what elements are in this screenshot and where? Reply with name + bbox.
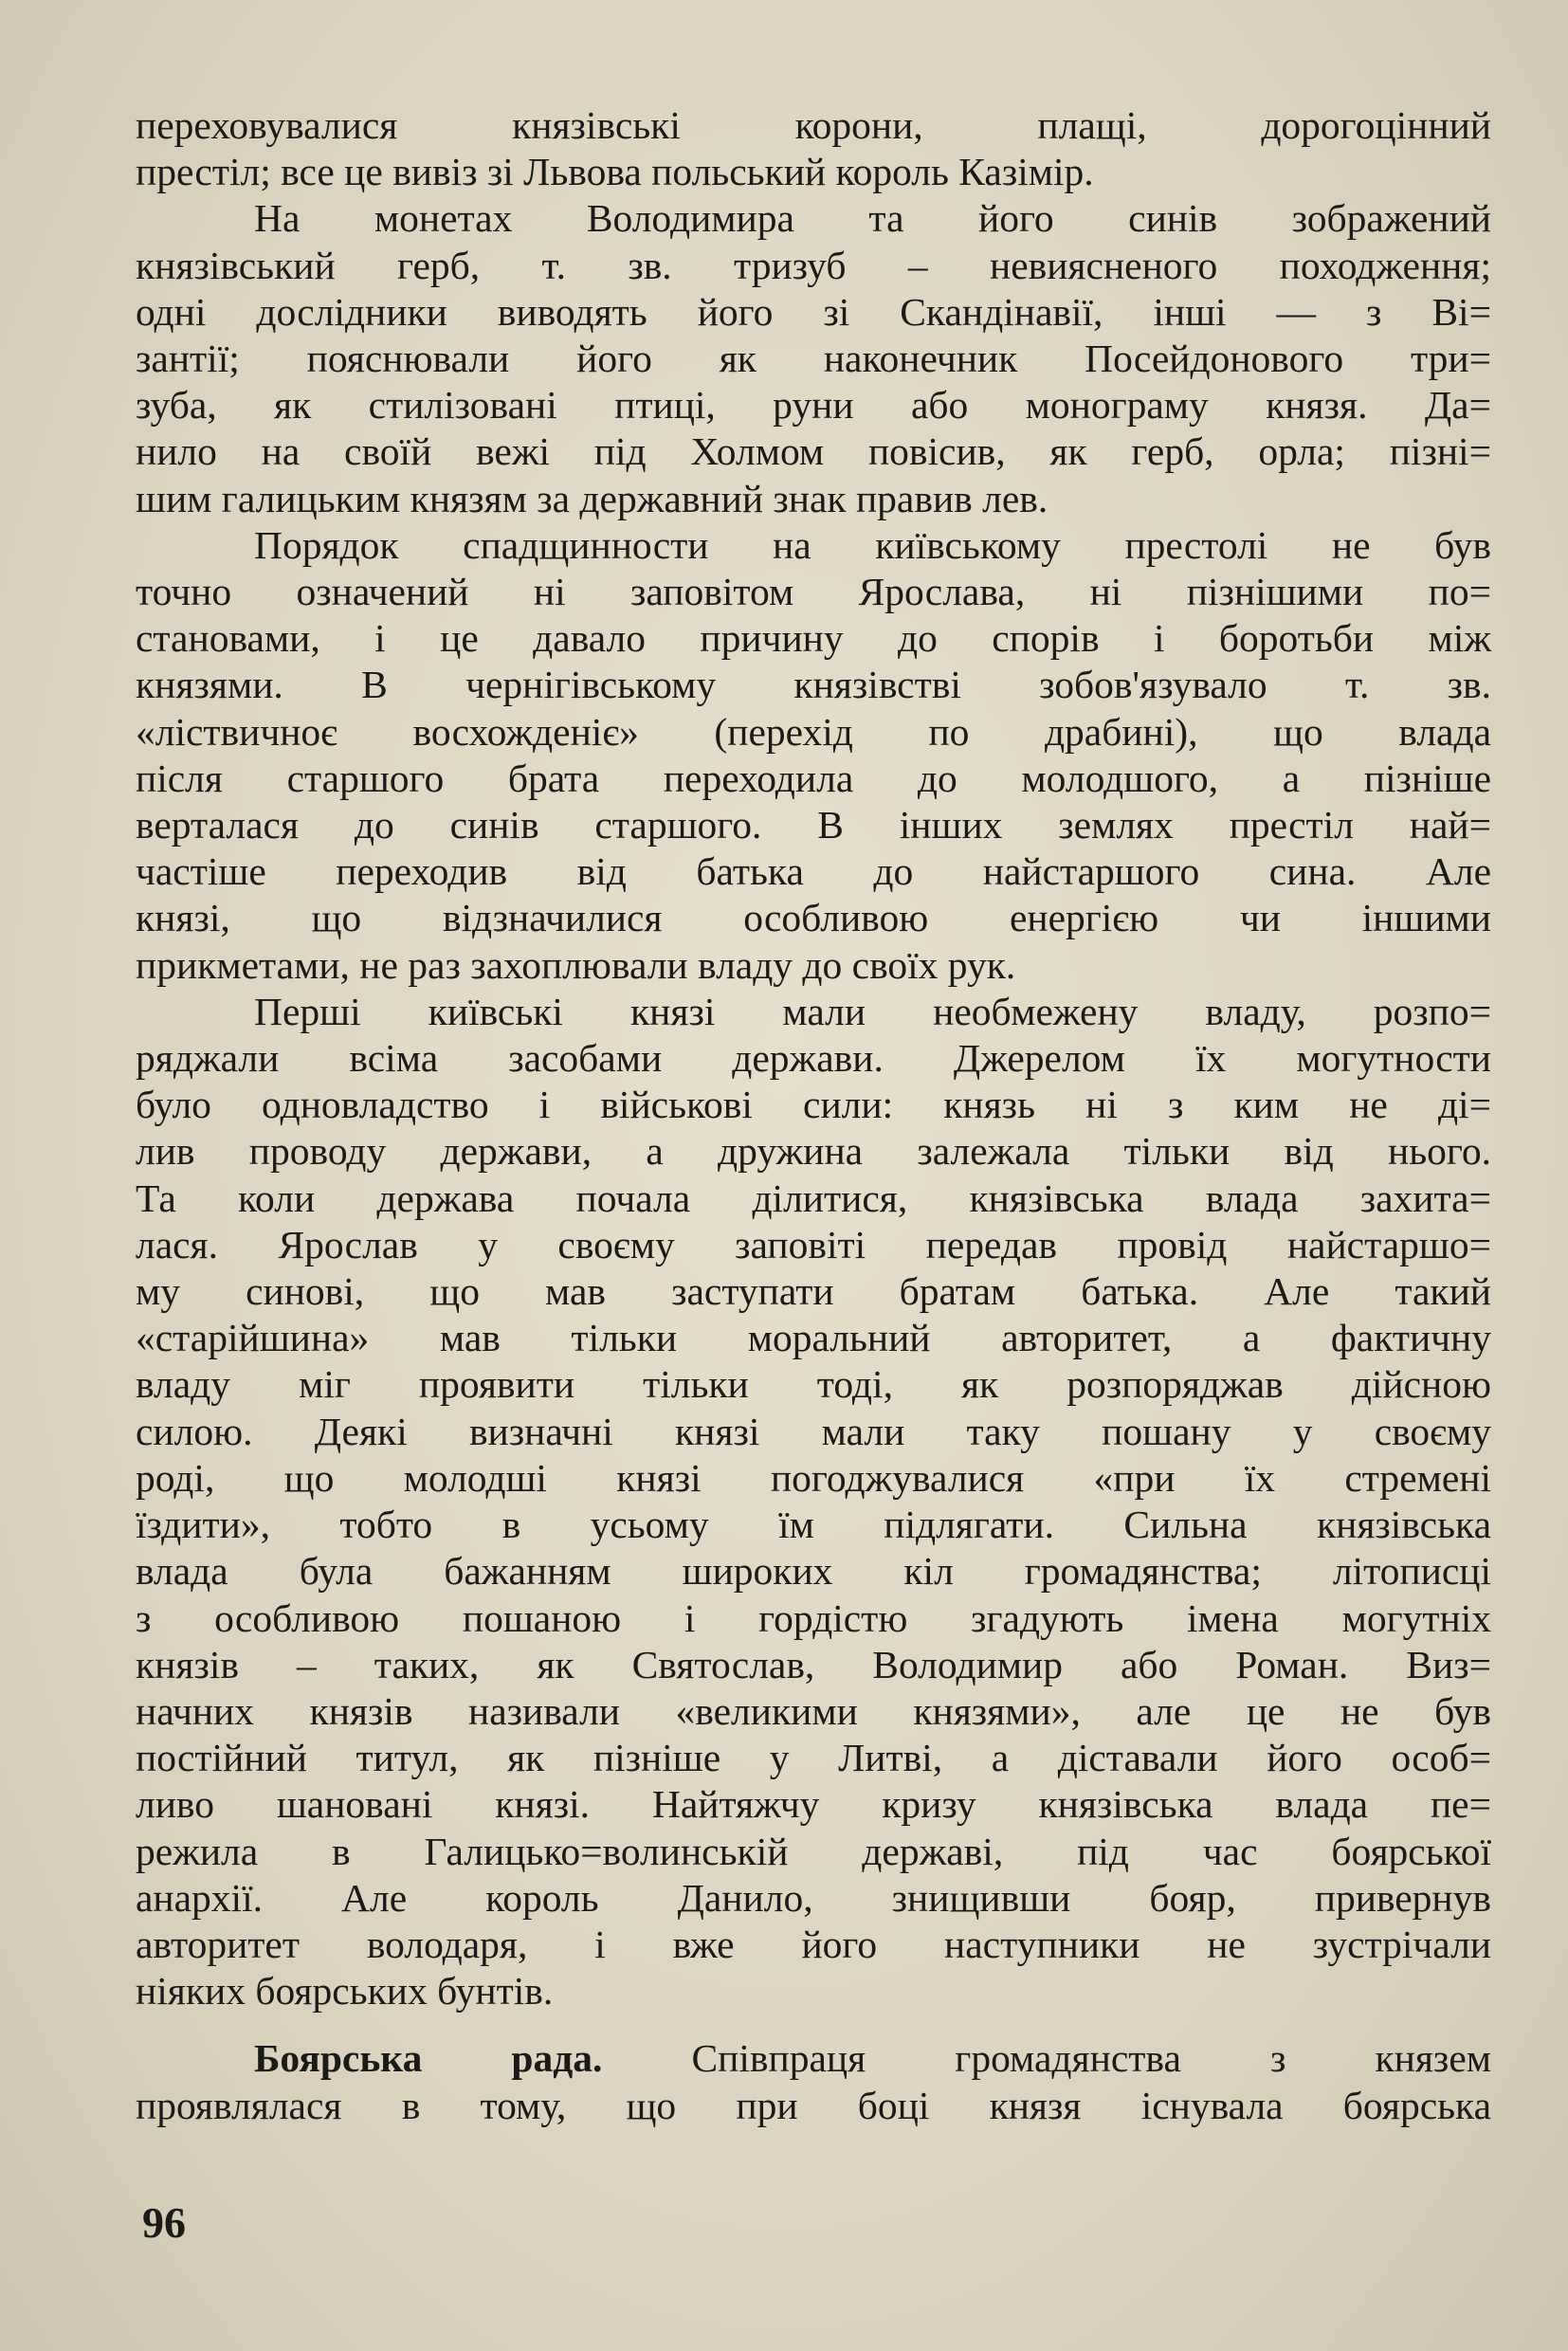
text-line: з особливою пошаною і гордістю згадують імена могутніх — [136, 1595, 1491, 1640]
body-text — [136, 102, 1491, 2129]
heading-continuation: Співпраця громадянства з князем — [691, 2036, 1492, 2081]
text-line: му синові, що мав заступати братам батька. Але такий — [136, 1269, 1491, 1314]
text-line: князівський герб, т. зв. тризуб – невиясненого походження; — [136, 243, 1491, 287]
text-line: після старшого брата переходила до молодшого, а пізніше — [136, 756, 1491, 800]
section-heading: Боярська рада. — [254, 2036, 603, 2081]
text-line: шим галицьким князям за державний знак правив лев. — [136, 476, 1048, 520]
text-line: нило на своїй вежі під Холмом повісив, як герб, орла; пізні= — [136, 429, 1491, 474]
text-line: «старійшина» мав тільки моральний авторитет, а фактичну — [136, 1316, 1491, 1360]
text-line: лив проводу держави, а дружина залежала тільки від нього. — [136, 1129, 1491, 1174]
text-line: зантії; пояснювали його як наконечник Посейдонового три= — [136, 337, 1491, 381]
text-line: князів – таких, як Святослав, Володимир або Роман. Виз= — [136, 1642, 1491, 1686]
paragraph-start: Перші київські князі мали необмежену владу, розпо= — [254, 989, 1491, 1033]
text-line: роді, що молодші князі погоджувалися «при їх стремені — [136, 1455, 1491, 1500]
text-line: частіше переходив від батька до найстаршого сина. Але — [136, 849, 1491, 894]
text-line: верталася до синів старшого. В інших землях престіл най= — [136, 803, 1491, 847]
text-line: було одновладство і військові сили: князь ні з ким не ді= — [136, 1083, 1491, 1127]
paragraph-start: На монетах Володимира та його синів зображений — [254, 196, 1491, 241]
text-line: начних князів називали «великими князями», але це не був — [136, 1688, 1491, 1733]
text-line: Та коли держава почала ділитися, князівська влада захита= — [136, 1176, 1491, 1220]
text-line: «ліствичноє восхожденіє» (перехід по драбині), що влада — [136, 709, 1491, 754]
text-line: ніяких боярських бунтів. — [136, 1969, 554, 2014]
text-line: постійний титул, як пізніше у Литві, а діставали його особ= — [136, 1736, 1491, 1780]
text-line: авторитет володаря, і вже його наступники не зустрічали — [136, 1922, 1491, 1966]
text-line: їздити», тобто в усьому їм підлягати. Сильна князівська — [136, 1503, 1491, 1547]
text-line: силою. Деякі визначні князі мали таку пошану у своєму — [136, 1409, 1491, 1453]
text-line: анархії. Але король Данило, знищивши бояр, привернув — [136, 1875, 1491, 1920]
text-line: становами, і це давало причину до спорів і боротьби між — [136, 616, 1491, 661]
text-line: точно означений ні заповітом Ярослава, ні пізнішими по= — [136, 570, 1491, 614]
text-line: влада була бажанням широких кіл громадянства; літописці — [136, 1549, 1491, 1594]
text-line: зуба, як стилізовані птиці, руни або монограму князя. Да= — [136, 383, 1491, 428]
text-line: режила в Галицько=волинській державі, під час боярської — [136, 1829, 1491, 1873]
text-line: переховувалися князівські корони, плащі, дорогоцінний — [136, 103, 1491, 147]
text-line: престіл; все це вивіз зі Львова польський король Казімір. — [136, 150, 1094, 194]
section-heading-line — [136, 2035, 1491, 2082]
text-line: ряджали всіма засобами держави. Джерелом їх могутности — [136, 1036, 1491, 1081]
text-line: ливо шановані князі. Найтяжчу кризу князівська влада пе= — [136, 1782, 1491, 1827]
text-line: владу міг проявити тільки тоді, як розпоряджав дійсною — [136, 1362, 1491, 1407]
text-line: лася. Ярослав у своєму заповіті передав провід найстаршо= — [136, 1222, 1491, 1267]
text-line: прикметами, не раз захоплювали владу до своїх рук. — [136, 942, 1016, 987]
paragraph-start: Порядок спадщинности на київському престолі не був — [254, 522, 1491, 567]
page-number: 96 — [142, 2198, 186, 2247]
text-line: проявлялася в тому, що при боці князя існувала боярська — [136, 2083, 1491, 2127]
text-line: одні дослідники виводять його зі Скандінавії, інші — з Ві= — [136, 289, 1491, 334]
text-line: князями. В чернігівському князівстві зобов'язувало т. зв. — [136, 663, 1491, 707]
text-line: князі, що відзначилися особливою енергією чи іншими — [136, 896, 1491, 940]
